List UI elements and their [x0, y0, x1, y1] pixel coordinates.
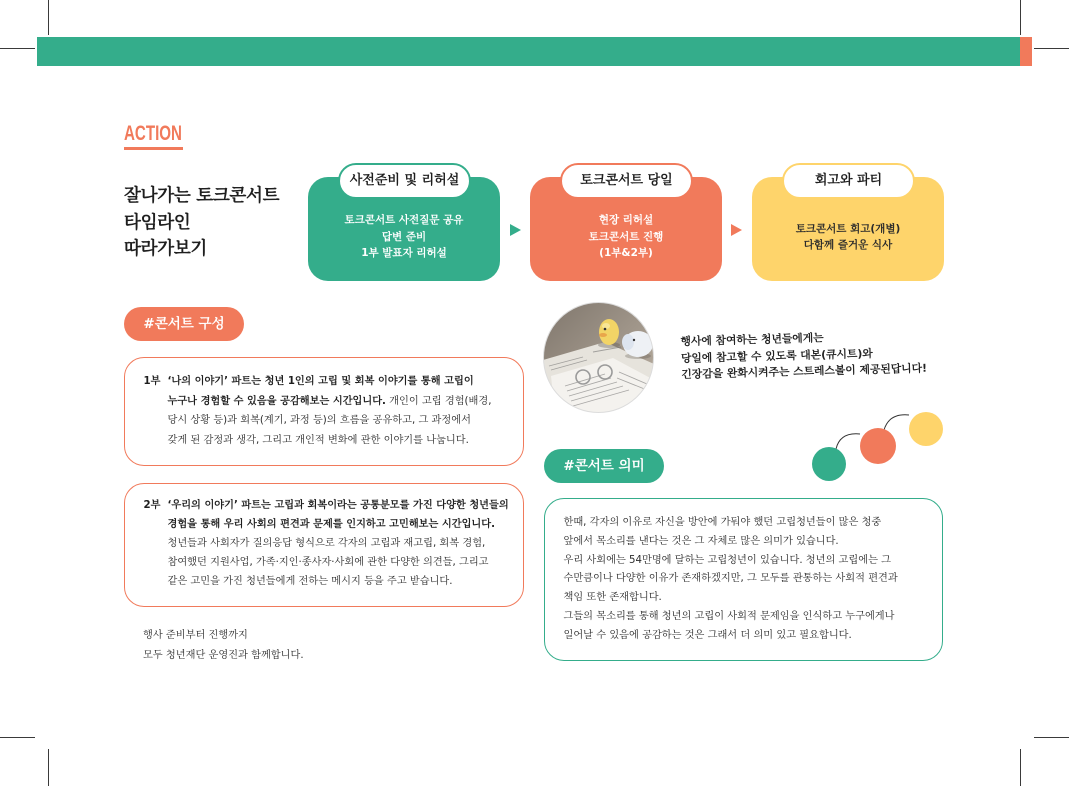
timeline-step-details: [530, 201, 722, 273]
part1-box: [124, 357, 524, 466]
event-photo: [543, 302, 654, 413]
part-number: 2부: [143, 500, 161, 511]
timeline-step-details: [752, 201, 944, 273]
page-title: [124, 183, 279, 263]
meaning-line: 수만큼이나 다양한 이유가 존재하겠지만, 그 모두를 관통하는 사회적 편견과: [563, 573, 898, 585]
part-line-text: 당시 상황 등)과 회복(계기, 과정 등)의 흐름을 공유하고, 그 과정에서: [167, 415, 471, 426]
part-line: [168, 431, 492, 451]
meaning-tag: #콘서트 의미: [544, 449, 664, 483]
timeline-step-line: 토크콘서트 회고(개별): [795, 222, 901, 235]
orange-dot: [860, 428, 896, 464]
part-line-text: 청년들과 사회자가 질의응답 형식으로 각자의 고립과 재고립, 회복 경험,: [167, 538, 486, 549]
meaning-line: 책임 또한 존재합니다.: [563, 592, 662, 604]
part-line: [168, 515, 509, 534]
crop-mark: [1020, 749, 1021, 786]
part-line: [168, 372, 492, 392]
timeline-step-line: 답변 준비: [381, 230, 427, 243]
meaning-line: 일어날 수 있음에 공감하는 것은 그래서 더 의미 있고 필요합니다.: [563, 629, 852, 641]
organizer-note-line: 행사 준비부터 진행까지: [143, 630, 248, 641]
part-number: 1부: [143, 376, 161, 387]
photo-caption-line: 당일에 참고할 수 있도록 대본(큐시트)와: [680, 346, 873, 365]
timeline-step-line: (1부&2부): [599, 247, 653, 260]
part-line: [168, 534, 509, 553]
timeline-step-line: 토크콘서트 진행: [588, 230, 664, 243]
photo-caption-line: 긴장감을 완화시켜주는 스트레스볼이 제공된답니다!: [681, 361, 928, 381]
part-line-bold: ‘우리의 이야기’ 파트는 고립과 회복이라는 공통분모를 가진 다양한 청년들의: [167, 500, 509, 511]
header-bar-accent: [1020, 37, 1032, 66]
timeline-step-label: 토크콘서트 당일: [560, 163, 693, 199]
crop-mark: [0, 737, 35, 738]
green-dot: [812, 447, 846, 481]
page-title-line: 따라가보기: [124, 239, 208, 259]
part-line-text: 갖게 된 감정과 생각, 그리고 개인적 변화에 관한 이야기를 나눕니다.: [167, 434, 469, 446]
page-title-line: 잘나가는 토크콘서트: [124, 186, 280, 206]
page-title-line: 타임라인: [124, 212, 191, 233]
part-line: [168, 553, 509, 572]
meaning-line: 한때, 각자의 이유로 자신을 방안에 가둬야 했던 고립청년들이 많은 청중: [563, 517, 882, 528]
part-line-text: 개인이 고립 경험(배경,: [385, 395, 492, 407]
part-line: [168, 572, 509, 591]
part-line-bold: 누구나 경험할 수 있음을 공감해보는 시간입니다.: [167, 395, 386, 407]
part-line: [168, 392, 492, 412]
timeline-step-retrospective: [752, 173, 944, 281]
timeline-step-preparation: [308, 173, 500, 281]
section-label: ACTION: [124, 122, 182, 145]
timeline-step-line: 현장 리허설: [598, 214, 654, 227]
crop-mark: [48, 749, 49, 786]
timeline-step-line: 토크콘서트 사전질문 공유: [344, 214, 464, 227]
crop-mark: [1020, 0, 1021, 35]
crop-mark: [1034, 48, 1069, 49]
part1-paragraph: [144, 372, 524, 450]
timeline-step-label: 사전준비 및 리허설: [338, 163, 471, 199]
part-lines: [168, 496, 509, 591]
part-line-text: 같은 고민을 가진 청년들에게 전하는 메시지 등을 주고 받습니다.: [167, 576, 453, 587]
decorative-dots: [800, 405, 950, 485]
meaning-line: 우리 사회에는 54만명에 달하는 고립청년이 있습니다. 청년의 고립에는 그: [563, 554, 891, 566]
timeline-step-line: 다함께 즐거운 식사: [803, 239, 893, 251]
section-label-underline: [124, 147, 183, 150]
timeline-step-line: 1부 발표자 리허설: [361, 247, 447, 260]
part-line: [168, 496, 509, 515]
meaning-line: 그들의 목소리를 통해 청년의 고립이 사회적 문제임을 인식하고 누구에게나: [563, 610, 895, 622]
part-line: [168, 411, 492, 431]
composition-tag: #콘서트 구성: [124, 307, 244, 341]
arrow-right-icon: [510, 224, 521, 236]
meaning-line: 앞에서 목소리를 낸다는 것은 그 자체로 많은 의미가 있습니다.: [563, 535, 839, 547]
photo-duck-toy: [599, 319, 619, 345]
part-line-bold: 경험을 통해 우리 사회의 편견과 문제를 인지하고 고민해보는 시간입니다.: [167, 519, 495, 530]
arrow-right-icon: [731, 224, 742, 236]
part-line-bold: ‘나의 이야기’ 파트는 청년 1인의 고립 및 회복 이야기를 통해 고립이: [167, 376, 474, 387]
crop-mark: [48, 0, 49, 35]
part-line-text: 참여했던 지원사업, 가족·지인·종사자·사회에 관한 다양한 의견들, 그리고: [167, 557, 489, 568]
crop-mark: [1034, 737, 1069, 738]
organizer-note-line: 모두 청년재단 운영진과 함께합니다.: [143, 650, 304, 661]
header-bar: [37, 37, 1020, 66]
part2-paragraph: [144, 496, 524, 591]
decorative-arc: [836, 434, 860, 449]
organizer-note: [143, 626, 304, 666]
photo-caption: [680, 328, 927, 384]
photo-caption-line: 행사에 참여하는 청년들에게는: [680, 331, 824, 349]
timeline-step-event-day: [530, 173, 722, 281]
part2-box: [124, 483, 524, 607]
timeline-step-details: [308, 201, 500, 273]
part-lines: [168, 372, 492, 450]
timeline-step-label: 회고와 파티: [782, 163, 915, 199]
yellow-dot: [909, 412, 943, 446]
meaning-box: [544, 498, 943, 661]
crop-mark: [0, 48, 35, 49]
decorative-arc: [884, 415, 909, 430]
